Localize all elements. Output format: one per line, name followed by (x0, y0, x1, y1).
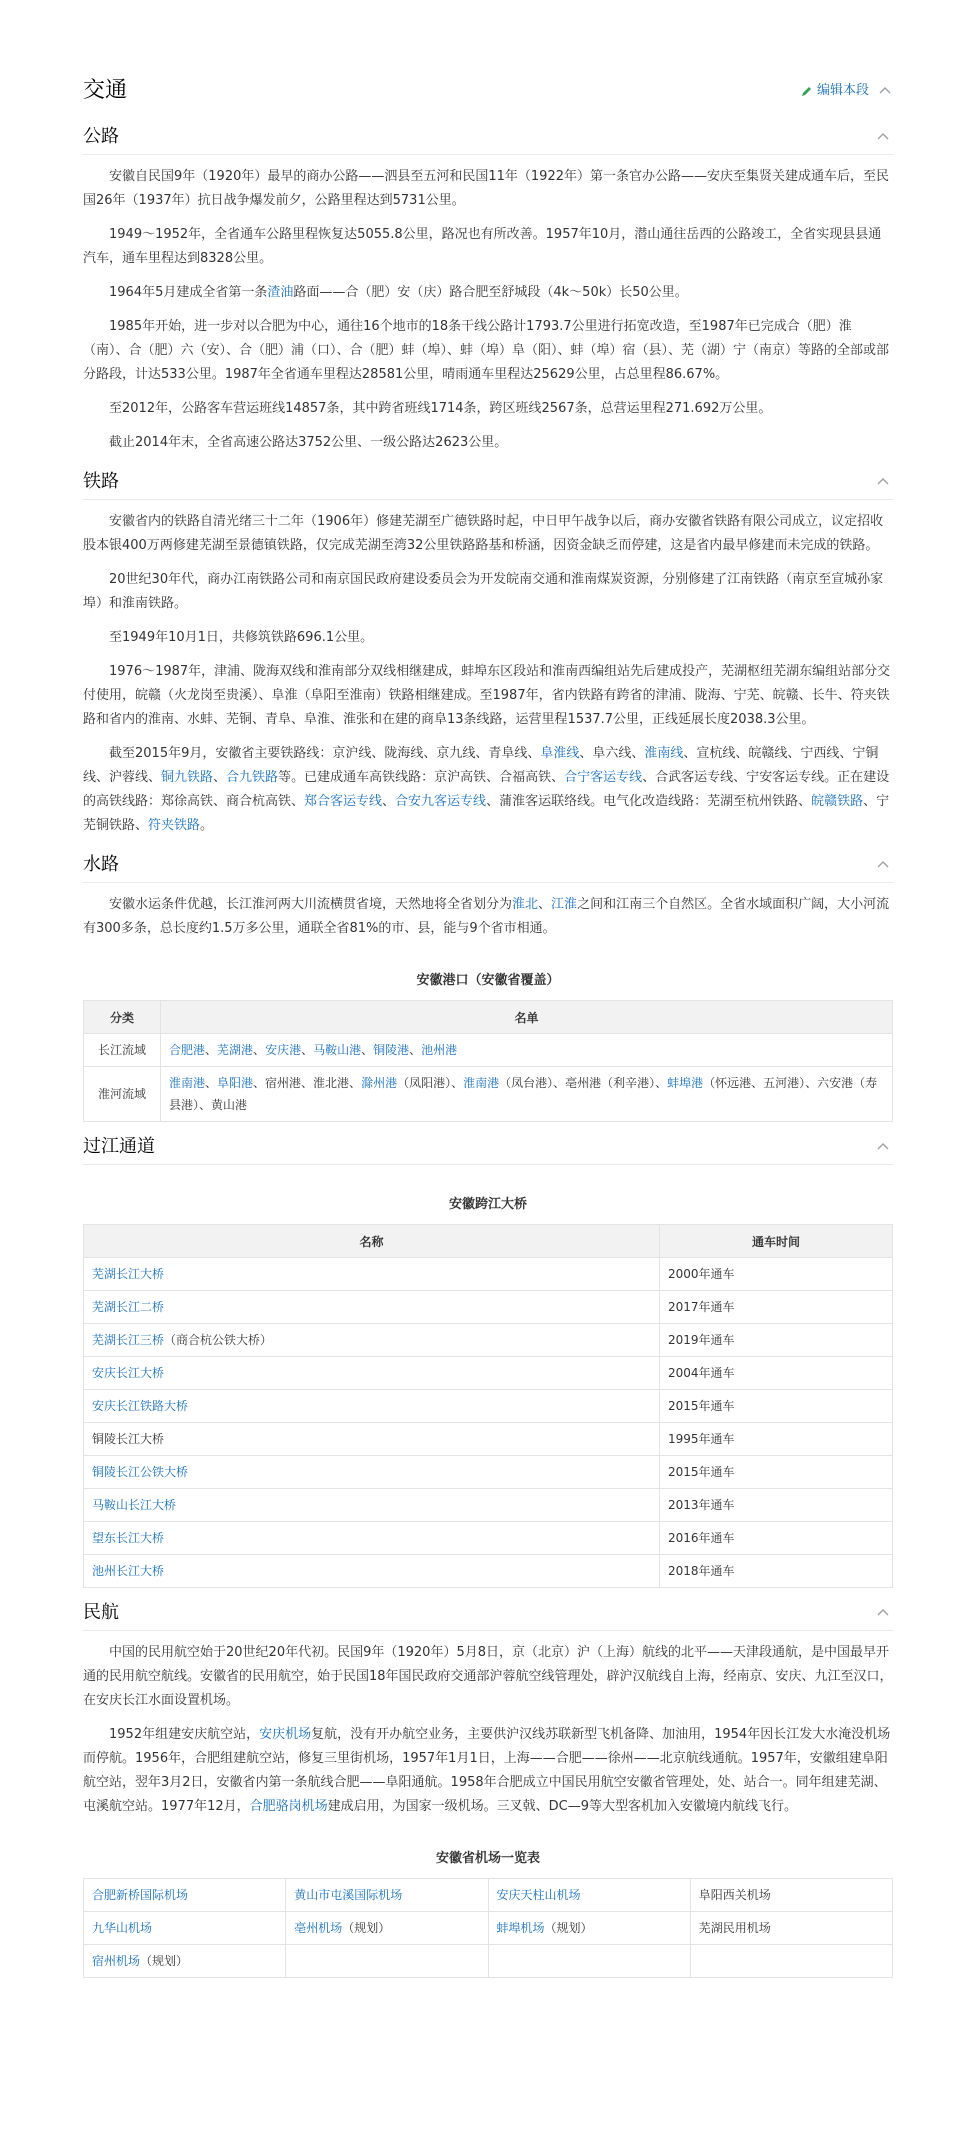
bridge-name-cell (84, 1456, 660, 1489)
text-run: 、 (382, 794, 396, 809)
inline-link[interactable]: 合宁客运专线 (564, 770, 643, 785)
inline-link[interactable]: 蚌埠机场 (496, 1921, 545, 1935)
airport-cell (286, 1879, 488, 1912)
section-tools (801, 70, 893, 112)
text-run: 建成启用，为国家一级机场。三叉戟、DC—9等大型客机加入安徽境内航线飞行。 (327, 1799, 798, 1814)
open-year-cell: 2017年通车 (660, 1291, 893, 1324)
airport-cell (84, 1912, 286, 1945)
inline-link[interactable]: 阜淮线 (540, 746, 580, 761)
table-row (84, 1522, 893, 1555)
bridge-link[interactable]: 安庆长江铁路大桥 (92, 1399, 189, 1413)
paragraph (83, 893, 893, 941)
table-row (84, 1357, 893, 1390)
text: 路面——合（肥）安（庆）路合肥至舒城段（4k～50k）长50公里。 (293, 285, 688, 300)
paragraph: 至1949年10月1日，共修筑铁路696.1公里。 (109, 630, 374, 645)
text-run: 、宁芜铜铁路、 (83, 794, 890, 833)
text-run: 、合武客运专线、宁安客运专线。正在建设的高铁线路：郑徐高铁、商合杭高铁、 (83, 770, 890, 809)
paragraph (83, 742, 893, 838)
inline-link[interactable]: 蚌埠港 (667, 1076, 704, 1090)
edit-section-label: 编辑本段 (816, 83, 869, 98)
table-caption: 安徽省机场一览表 (435, 1851, 540, 1866)
subsection-title: 民航 (83, 1602, 119, 1623)
text-run: 、蒲淮客运联络线。电气化改造线路：芜湖至杭州铁路、 (486, 794, 812, 809)
bridge-name-cell (84, 1489, 660, 1522)
ports-list-cell (161, 1067, 893, 1122)
inline-link[interactable]: 皖赣铁路 (811, 794, 864, 809)
text-run: 、 (301, 1043, 314, 1057)
paragraph: 中国的民用航空始于20世纪20年代初。民国9年（1920年）5月8日，京（北京）沪（上海）航线的北平——天津段通航，是中国最早开通的民用航空航线。安徽省的民用航空，始于民国18年国民政府交通部沪蓉航空线管理处，辟沪汉航线自上海，经南京、安庆、九江至汉口，在安庆长江水面设置机场。 (83, 1645, 893, 1708)
paragraph (83, 281, 893, 305)
subsection-header-railway (83, 465, 893, 500)
airport-cell (488, 1912, 690, 1945)
paragraph: 1949～1952年，全省通车公路里程恢复达5055.8公里，路况也有所改善。1957年10月，潜山通往岳西的公路竣工，全省实现县县通汽车，通车里程达到8328公里。 (83, 227, 882, 266)
bridge-name-cell (84, 1324, 660, 1357)
column-header: 通车时间 (660, 1225, 893, 1258)
inline-link[interactable]: 芜湖港 (217, 1043, 254, 1057)
inline-link[interactable]: 淮南港 (169, 1076, 206, 1090)
open-year-cell: 2019年通车 (660, 1324, 893, 1357)
paragraph: 安徽省内的铁路自清光绪三十二年（1906年）修建芜湖至广德铁路时起，中日甲午战争以后，商办安徽省铁路有限公司成立，议定招收股本银400万两修建芜湖至景德镇铁路，仅完成芜湖至湾32公里铁路路基和桥涵，因资金缺乏而停建，这是省内最早修建而未完成的铁路。 (83, 514, 884, 553)
text-run: （规划） (140, 1954, 189, 1968)
table-row (84, 1456, 893, 1489)
text-run: （凤阳港）、 (397, 1076, 464, 1090)
collapse-icon[interactable] (877, 83, 893, 99)
bridge-name-cell (84, 1390, 660, 1423)
text-run: 复航，没有开办航空业务，主要供沪汉线苏联新型飞机备降、加油用，1954年因长江发大水淹没机场而停航。1956年，合肥组建航空站，修复三里街机场，1957年1月1日，上海——合肥——徐州——北京航线通航。1957年，安徽组建阜阳航空站，翌年3月2日，安徽省内第一条航线合肥——阜阳通航。1958年合肥成立中国民用航空安徽省管理处，处、站合一。同年组建芜湖、屯溪航空站。1977年12月， (83, 1727, 891, 1814)
text-run: 、宣杭线、皖赣线、宁西线、宁铜线、沪蓉线、 (83, 746, 879, 785)
inline-link[interactable]: 铜九铁路 (161, 770, 214, 785)
section-header (83, 70, 893, 112)
text-run: 等。已建成通车高铁线路：京沪高铁、合福高铁、 (278, 770, 565, 785)
bridge-link[interactable]: 望东长江大桥 (92, 1531, 165, 1545)
column-header: 名单 (161, 1001, 893, 1034)
bridge-name-cell (84, 1555, 660, 1588)
airport-cell (84, 1879, 286, 1912)
link-zhayou[interactable]: 渣油 (267, 285, 294, 300)
bridge-link[interactable]: 马鞍山长江大桥 (92, 1498, 177, 1512)
table-row (84, 1324, 893, 1357)
pencil-icon (801, 85, 813, 97)
edit-section-button[interactable] (801, 70, 869, 112)
text-run: 截至2015年9月，安徽省主要铁路线：京沪线、陇海线、京九线、青阜线、 (109, 746, 541, 761)
text-run: 、 (205, 1043, 218, 1057)
subsection-header-waterway (83, 848, 893, 883)
open-year-cell: 2013年通车 (660, 1489, 893, 1522)
inline-link[interactable]: 安庆港 (265, 1043, 302, 1057)
inline-link[interactable]: 淮南线 (644, 746, 684, 761)
bridge-link[interactable]: 安庆长江大桥 (92, 1366, 165, 1380)
section-title: 交通 (83, 78, 128, 103)
bridge-note: （商合杭公铁大桥） (164, 1333, 273, 1347)
bridge-link[interactable]: 铜陵长江公铁大桥 (92, 1465, 189, 1479)
table-row (84, 1879, 893, 1912)
table-row (84, 1034, 893, 1067)
bridge-name-cell (84, 1522, 660, 1555)
text-run: 、 (253, 1043, 266, 1057)
inline-link[interactable]: 合安九客运专线 (395, 794, 487, 809)
open-year-cell: 1995年通车 (660, 1423, 893, 1456)
collapse-icon[interactable] (875, 1139, 891, 1155)
table-caption: 安徽港口（安徽省覆盖） (416, 973, 560, 988)
airport-cell (690, 1912, 892, 1945)
subsection-header-highway (83, 120, 893, 155)
paragraph: 至2012年，公路客车营运班线14857条，其中跨省班线1714条，跨区班线2567条，总营运里程271.692万公里。 (109, 401, 772, 416)
inline-link[interactable]: 阜阳港 (217, 1076, 254, 1090)
collapse-icon[interactable] (875, 474, 891, 490)
inline-link[interactable]: 淮北 (512, 897, 539, 912)
bridge-name: 铜陵长江大桥 (92, 1432, 165, 1446)
column-header: 名称 (84, 1225, 660, 1258)
table-row (84, 1489, 893, 1522)
bridge-name-cell (84, 1423, 660, 1456)
text: 1964年5月建成全省第一条 (109, 285, 268, 300)
airport-cell (488, 1945, 690, 1978)
category-cell: 长江流域 (84, 1034, 161, 1067)
subsection-header-aviation (83, 1596, 893, 1631)
text-run: （凤台港）、亳州港（利辛港）、 (499, 1076, 668, 1090)
text-run: （规划） (544, 1921, 593, 1935)
text-run: 、宿州港、淮北港、 (253, 1076, 362, 1090)
paragraph: 20世纪30年代，商办江南铁路公司和南京国民政府建设委员会为开发皖南交通和淮南煤炭资源，分别修建了江南铁路（南京至宣城孙家埠）和淮南铁路。 (83, 572, 884, 611)
inline-link[interactable]: 九华山机场 (92, 1921, 153, 1935)
table-row (84, 1258, 893, 1291)
collapse-icon[interactable] (875, 1605, 891, 1621)
paragraph: 1976～1987年，津浦、陇海双线和淮南部分双线相继建成，蚌埠东区段站和淮南西编组站先后建成投产，芜湖枢纽芜湖东编组站部分交付使用，皖赣（火龙岗至贵溪）、阜淮（阜阳至淮南）铁路相继建成。至1987年，省内铁路有跨省的津浦、陇海、宁芜、皖赣、长牛、符夹铁路和省内的淮南、水蚌、芜铜、青阜、阜淮、淮张和在建的商阜13条线路，运营里程1537.7公里，正线延展长度2038.3公里。 (83, 664, 891, 727)
airports-table (83, 1878, 893, 1978)
airport-cell (488, 1879, 690, 1912)
bridge-link[interactable]: 芜湖长江大桥 (92, 1267, 165, 1281)
bridge-name-cell (84, 1258, 660, 1291)
collapse-icon[interactable] (875, 857, 891, 873)
subsection-title: 过江通道 (83, 1136, 155, 1157)
bridge-name-cell (84, 1291, 660, 1324)
airport-cell (84, 1945, 286, 1978)
paragraph (83, 1723, 893, 1819)
text-run: 、 (213, 770, 227, 785)
text-run: 1952年组建安庆航空站， (109, 1727, 260, 1742)
inline-link[interactable]: 郑合客运专线 (304, 794, 383, 809)
category-cell: 淮河流域 (84, 1067, 161, 1122)
bridge-link[interactable]: 池州长江大桥 (92, 1564, 165, 1578)
text-run: （怀远港、五河港）、六安港（寿县港）、黄山港 (169, 1076, 878, 1112)
table-row (84, 1423, 893, 1456)
inline-link[interactable]: 铜陵港 (373, 1043, 410, 1057)
inline-link[interactable]: 合肥骆岗机场 (249, 1799, 328, 1814)
table-row (84, 1912, 893, 1945)
open-year-cell: 2015年通车 (660, 1456, 893, 1489)
inline-link[interactable]: 淮南港 (463, 1076, 500, 1090)
paragraph: 1985年开始，进一步对以合肥为中心，通往16个地市的18条干线公路计1793.7公里进行拓宽改造，至1987年已完成合（肥）淮（南）、合（肥）六（安）、合（肥）浦（口）、合（肥）蚌（埠）、蚌（埠）阜（阳）、蚌（埠）宿（县）、芜（湖）宁（南京）等路的全部或部分路段，计达533公里。1987年全省通车里程达28581公里，晴雨通车里程达25629公里，占总里程86.67%。 (83, 319, 890, 382)
article-content (83, 70, 893, 1986)
text-run: （规划） (342, 1921, 391, 1935)
open-year-cell: 2018年通车 (660, 1555, 893, 1588)
paragraph: 安徽自民国9年（1920年）最早的商办公路——泗县至五河和民国11年（1922年）第一条官办公路——安庆至集贤关建成通车后，至民国26年（1937年）抗日战争爆发前夕，公路里程达到5731公里。 (83, 169, 889, 208)
subsection-header-crossing (83, 1130, 893, 1165)
table-row (84, 1291, 893, 1324)
text-run: 、阜六线、 (579, 746, 645, 761)
inline-link[interactable]: 安庆天柱山机场 (496, 1888, 581, 1902)
text-run: 安徽水运条件优越，长江淮河两大川流横贯省境，天然地将全省划分为 (109, 897, 513, 912)
collapse-icon[interactable] (875, 129, 891, 145)
inline-link[interactable]: 合九铁路 (226, 770, 279, 785)
text-run: 、 (361, 1043, 374, 1057)
table-row (84, 1390, 893, 1423)
open-year-cell: 2016年通车 (660, 1522, 893, 1555)
table-caption: 安徽跨江大桥 (448, 1197, 527, 1212)
inline-link[interactable]: 符夹铁路 (148, 818, 201, 833)
open-year-cell: 2004年通车 (660, 1357, 893, 1390)
table-row (84, 1067, 893, 1122)
open-year-cell: 2015年通车 (660, 1390, 893, 1423)
ports-list-cell (161, 1034, 893, 1067)
bridges-table (83, 1224, 893, 1588)
paragraph: 截止2014年末，全省高速公路达3752公里、一级公路达2623公里。 (109, 435, 508, 450)
text-run: 。 (200, 818, 214, 833)
bridge-link[interactable]: 芜湖长江三桥 (92, 1333, 165, 1347)
inline-link[interactable]: 江淮 (551, 897, 578, 912)
subsection-title: 公路 (83, 126, 119, 147)
inline-link[interactable]: 合肥港 (169, 1043, 206, 1057)
airport-cell (286, 1945, 488, 1978)
text-run: 、 (409, 1043, 422, 1057)
text-run: 阜阳西关机场 (698, 1888, 771, 1902)
text-run: 之间和江南三个自然区。全省水域面积广阔，大小河流有300多条，总长度约1.5万多公里，通联全省81%的市、县，能与9个省市相通。 (83, 897, 890, 936)
inline-link[interactable]: 池州港 (421, 1043, 458, 1057)
column-header: 分类 (84, 1001, 161, 1034)
airport-cell (286, 1912, 488, 1945)
table-row (84, 1945, 893, 1978)
airport-cell (690, 1945, 892, 1978)
ports-table (83, 1000, 893, 1122)
airport-cell (690, 1879, 892, 1912)
text-run: 、 (205, 1076, 218, 1090)
inline-link[interactable]: 黄山市屯溪国际机场 (294, 1888, 403, 1902)
inline-link[interactable]: 合肥新桥国际机场 (92, 1888, 189, 1902)
inline-link[interactable]: 安庆机场 (259, 1727, 312, 1742)
text-run: 芜湖民用机场 (698, 1921, 771, 1935)
table-row (84, 1555, 893, 1588)
inline-link[interactable]: 滁州港 (361, 1076, 398, 1090)
subsection-title: 水路 (83, 854, 119, 875)
bridge-name-cell (84, 1357, 660, 1390)
inline-link[interactable]: 宿州机场 (92, 1954, 141, 1968)
text-run: 、 (538, 897, 552, 912)
bridge-link[interactable]: 芜湖长江二桥 (92, 1300, 165, 1314)
inline-link[interactable]: 亳州机场 (294, 1921, 343, 1935)
subsection-title: 铁路 (83, 471, 119, 492)
inline-link[interactable]: 马鞍山港 (313, 1043, 362, 1057)
open-year-cell: 2000年通车 (660, 1258, 893, 1291)
